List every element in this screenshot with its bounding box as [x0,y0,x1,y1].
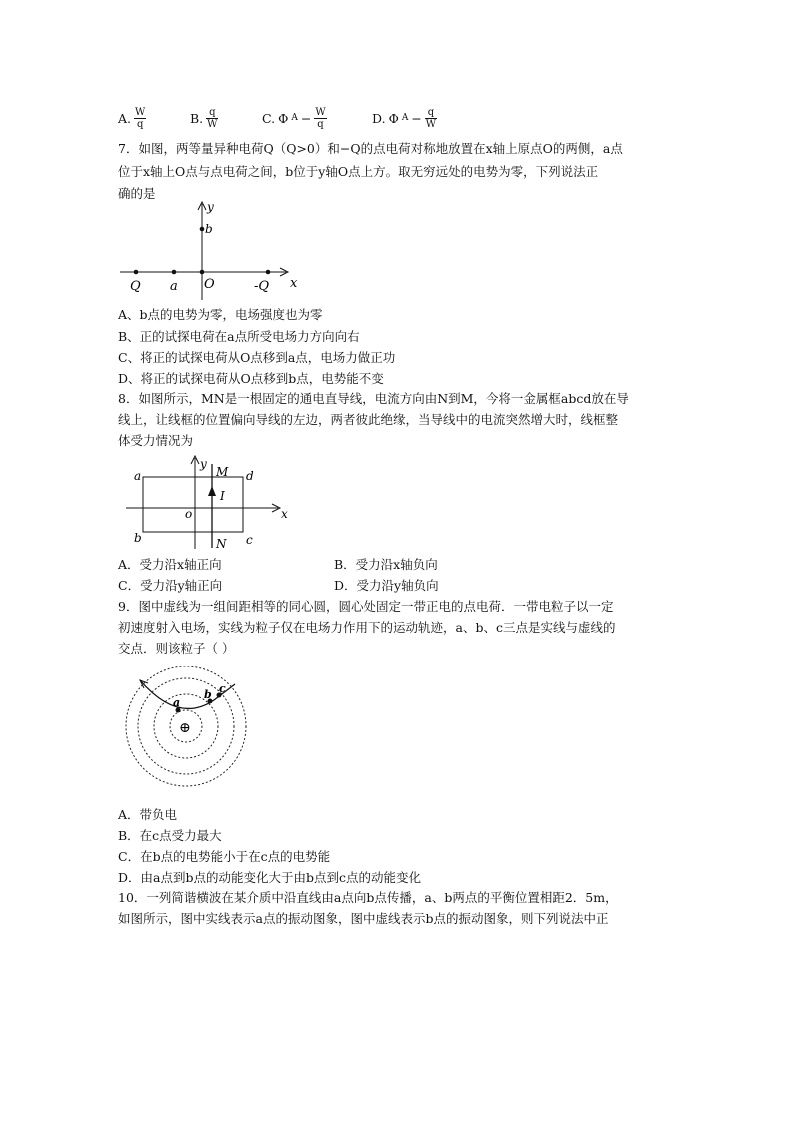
label-b: b [204,688,212,701]
label-y: y [207,200,214,214]
current-arrow-icon [208,486,216,496]
q9-concentric-circles-figure [118,666,258,796]
q8-option-c: C．受力沿y轴正向 [118,578,223,593]
q9-option-c: C．在b点的电势能小于在c点的电势能 [118,849,331,864]
label-c: c [246,533,253,547]
label-y: y [200,457,207,471]
label-neg-q: -Q [254,279,270,294]
point-b [200,227,205,232]
q9-option-d: D．由a点到b点的动能变化大于由b点到c点的动能变化 [118,870,421,885]
q9-stem-line: 交点．则该粒子（ ） [118,641,235,656]
label-b: b [205,222,213,236]
q6-option-a: A. $\frac{W}{q}$ [118,106,146,130]
q7-stem-line: 7．如图，两等量异种电荷Q（Q>0）和−Q的点电荷对称地放置在x轴上原点O的两侧，a点 [118,141,623,156]
label-m: M [216,465,229,479]
q8-wire-frame-figure [118,452,298,552]
q8-stem-line: 线上，让线框的位置偏向导线的左边，两者彼此绝缘，当导线中的电流突然增大时，线框整 [118,412,619,427]
q7-charge-axis-figure [118,198,318,300]
metal-frame-abcd [143,477,243,532]
q8-stem-line: 8．如图所示，MN是一根固定的通电直导线，电流方向由N到M，今将一金属框abcd放在导 [118,391,629,406]
charge-neg-q-point [266,270,271,275]
label-o: o [185,507,193,521]
q9-option-b: B．在c点受力最大 [118,828,222,843]
fraction: $\frac{q}{W}$ [207,106,218,130]
label-x: x [290,276,298,291]
q6-option-b: B. $\frac{q}{W}$ [190,106,218,130]
q8-option-d: D．受力沿y轴负向 [334,578,439,593]
positive-charge-icon: ⊕ [179,720,191,736]
fraction: $\frac{W}{q}$ [135,106,146,130]
q10-stem-line: 10．一列简谐横波在某介质中沿直线由a点向b点传播，a、b两点的平衡位置相距2．5m， [118,890,618,905]
label-a: a [173,696,181,709]
label-a: a [170,279,178,294]
label-q: Q [130,279,141,294]
q7-option-a: A、b点的电势为零，电场强度也为零 [118,307,323,322]
q7-option-c: C、将正的试探电荷从O点移到a点，电场力做正功 [118,350,396,365]
q7-option-b: B、正的试探电荷在a点所受电场力方向向右 [118,329,360,344]
q7-stem-line: 确的是 [118,186,156,201]
point-a [172,270,177,275]
origin-point [200,270,205,275]
q9-stem-line: 初速度射入电场，实线为粒子仅在电场力作用下的运动轨迹，a、b、c三点是实线与虚线的 [118,620,616,635]
q10-stem-line: 如图所示，图中实线表示a点的振动图象，图中虚线表示b点的振动图象，则下列说法中正 [118,911,609,926]
label-i: I [220,489,225,503]
q7-option-d: D、将正的试探电荷从O点移到b点，电势能不变 [118,371,384,386]
label-d: d [246,469,254,483]
q6-option-d: D. Φ A − $\frac{q}{W}$ [372,106,437,130]
q6-option-c: C. Φ A − $\frac{W}{q}$ [262,106,326,130]
q9-stem-line: 9．图中虚线为一组间距相等的同心圆，圆心处固定一带正电的点电荷．一带电粒子以一定 [118,599,614,614]
fraction: $\frac{W}{q}$ [315,106,326,130]
q8-option-b: B．受力沿x轴负向 [334,557,438,572]
label-x: x [281,507,288,521]
charge-q-point [134,270,139,275]
q8-stem-line: 体受力情况为 [118,433,194,448]
q8-option-a: A．受力沿x轴正向 [118,557,222,572]
label-o: O [204,277,215,292]
label-c: c [219,682,226,695]
label-a: a [134,469,142,483]
label-b: b [134,531,142,545]
label-n: N [216,537,227,551]
fraction: $\frac{q}{W}$ [425,106,437,130]
q9-option-a: A．带负电 [118,807,178,822]
q7-stem-line: 位于x轴上O点与点电荷之间，b位于y轴O点上方。取无穷远处的电势为零，下列说法正 [118,164,599,179]
